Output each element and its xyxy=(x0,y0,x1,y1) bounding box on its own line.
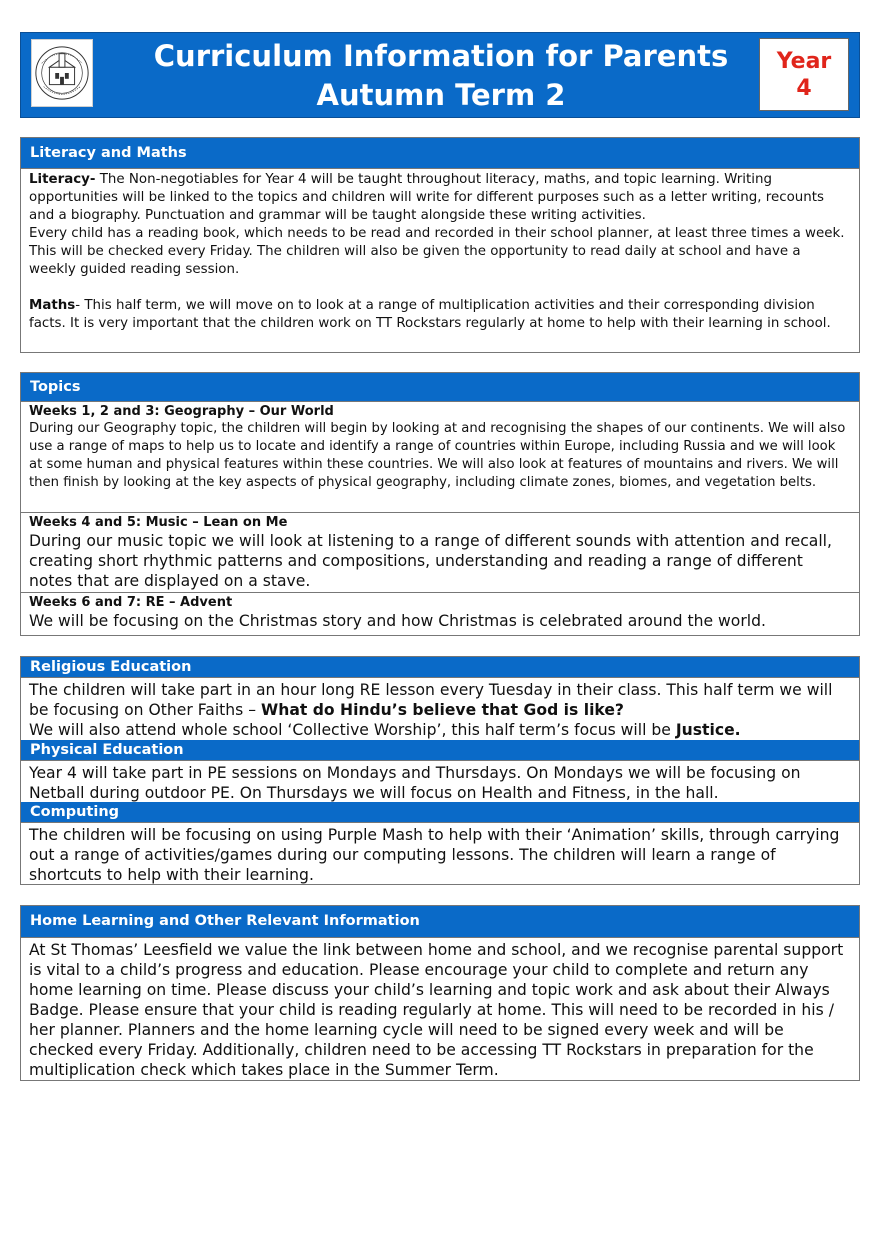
year-badge xyxy=(759,38,849,111)
school-crest-icon xyxy=(31,39,93,107)
topic-title-music: Weeks 4 and 5: Music – Lean on Me xyxy=(29,515,288,530)
re-text-a-bold: What do Hindu’s believe that God is like? xyxy=(261,701,624,719)
topic-title-geography: Weeks 1, 2 and 3: Geography – Our World xyxy=(29,404,334,419)
year-label: Year xyxy=(776,49,832,74)
topics-body xyxy=(21,401,859,631)
re-text-a: The children will take part in an hour long RE lesson every Tuesday in their class. This half term we will be focusing on Other Faiths – xyxy=(29,681,833,719)
topics-heading: Topics xyxy=(21,373,859,401)
literacy-maths-body xyxy=(21,168,859,333)
topics-section xyxy=(20,372,860,636)
literacy-label: Literacy- xyxy=(29,172,96,187)
topic-block-re xyxy=(21,592,859,631)
header-banner xyxy=(20,32,860,118)
school-crest-svg xyxy=(32,40,92,106)
title-line-2: Autumn Term 2 xyxy=(316,78,566,112)
pe-text: Year 4 will take part in PE sessions on Mondays and Thursdays. On Mondays we will be focusing on Netball during outdoor PE. On Thursdays we will focus on Health and Fitness, in the hall. xyxy=(29,764,801,802)
literacy-maths-section xyxy=(20,137,860,353)
topic-text-geography: During our Geography topic, the children will begin by looking at and recognising the shapes of our continents. We will also use a range of maps to help us to locate and identify a range of countries within Europe, including Russia and we will look at some human and physical features within these countries. We will also look at features of mountains and rivers. We will then finish by looking at the key aspects of physical geography, including climate zones, biomes, and vegetation belts. xyxy=(29,421,846,490)
year-number: 4 xyxy=(796,76,812,101)
maths-label: Maths xyxy=(29,298,76,313)
home-learning-section xyxy=(20,905,860,1081)
home-learning-body xyxy=(21,937,859,1080)
literacy-maths-heading: Literacy and Maths xyxy=(21,138,859,168)
topic-block-music xyxy=(21,512,859,592)
maths-paragraph xyxy=(29,297,851,333)
reading-paragraph: Every child has a reading book, which needs to be read and recorded in their school planner, at least three times a week. This will be checked every Friday. The children will also be given the opportunity to read daily at school and have a weekly guided reading session. xyxy=(29,226,845,277)
topic-title-re: Weeks 6 and 7: RE – Advent xyxy=(29,595,233,610)
subjects-section xyxy=(20,656,860,885)
page-title xyxy=(121,37,761,115)
home-learning-heading: Home Learning and Other Relevant Information xyxy=(21,906,859,937)
computing-text: The children will be focusing on using Purple Mash to help with their ‘Animation’ skills, through carrying out a range of activities/games during our computing lessons. The children will learn a range of shortcuts to help with their learning. xyxy=(29,826,840,884)
pe-body xyxy=(21,760,859,802)
re-text-b: We will also attend whole school ‘Collective Worship’, this half term’s focus will be xyxy=(29,721,676,739)
title-line-1: Curriculum Information for Parents xyxy=(153,39,729,73)
re-heading: Religious Education xyxy=(21,657,859,677)
pe-heading: Physical Education xyxy=(21,740,859,760)
literacy-text: The Non-negotiables for Year 4 will be taught throughout literacy, maths, and topic learning. Writing opportunities will be linked to the topics and children will write for different purposes such as a letter writing, recounts and a biography. Punctuation and grammar will be taught alongside these writing activities. xyxy=(29,172,824,223)
maths-text: - This half term, we will move on to look at a range of multiplication activities and their corresponding division facts. It is very important that the children work on TT Rockstars regularly at home to help with their learning in school. xyxy=(29,298,831,331)
topic-text-re: We will be focusing on the Christmas story and how Christmas is celebrated around the world. xyxy=(29,612,766,630)
topic-text-music: During our music topic we will look at listening to a range of different sounds with attention and recall, creating short rhythmic patterns and compositions, understanding and reading a range of different notes that are displayed on a stave. xyxy=(29,532,832,590)
literacy-paragraph xyxy=(29,171,851,225)
re-text-b-bold: Justice. xyxy=(675,721,741,739)
topic-block-geography xyxy=(21,402,859,512)
re-body xyxy=(21,677,859,740)
computing-body xyxy=(21,822,859,885)
home-learning-text: At St Thomas’ Leesfield we value the link between home and school, and we recognise parental support is vital to a child’s progress and education. Please encourage your child to complete and return any home learning on time. Please discuss your child’s learning and topic work and ask about their Always Badge. Please ensure that your child is reading regularly at home. This will need to be recorded in his / her planner. Planners and the home learning cycle will need to be signed every week and will be checked every Friday. Additionally, children need to be accessing TT Rockstars in preparation for the multiplication check which takes place in the Summer Term. xyxy=(29,941,844,1079)
computing-heading: Computing xyxy=(21,802,859,822)
